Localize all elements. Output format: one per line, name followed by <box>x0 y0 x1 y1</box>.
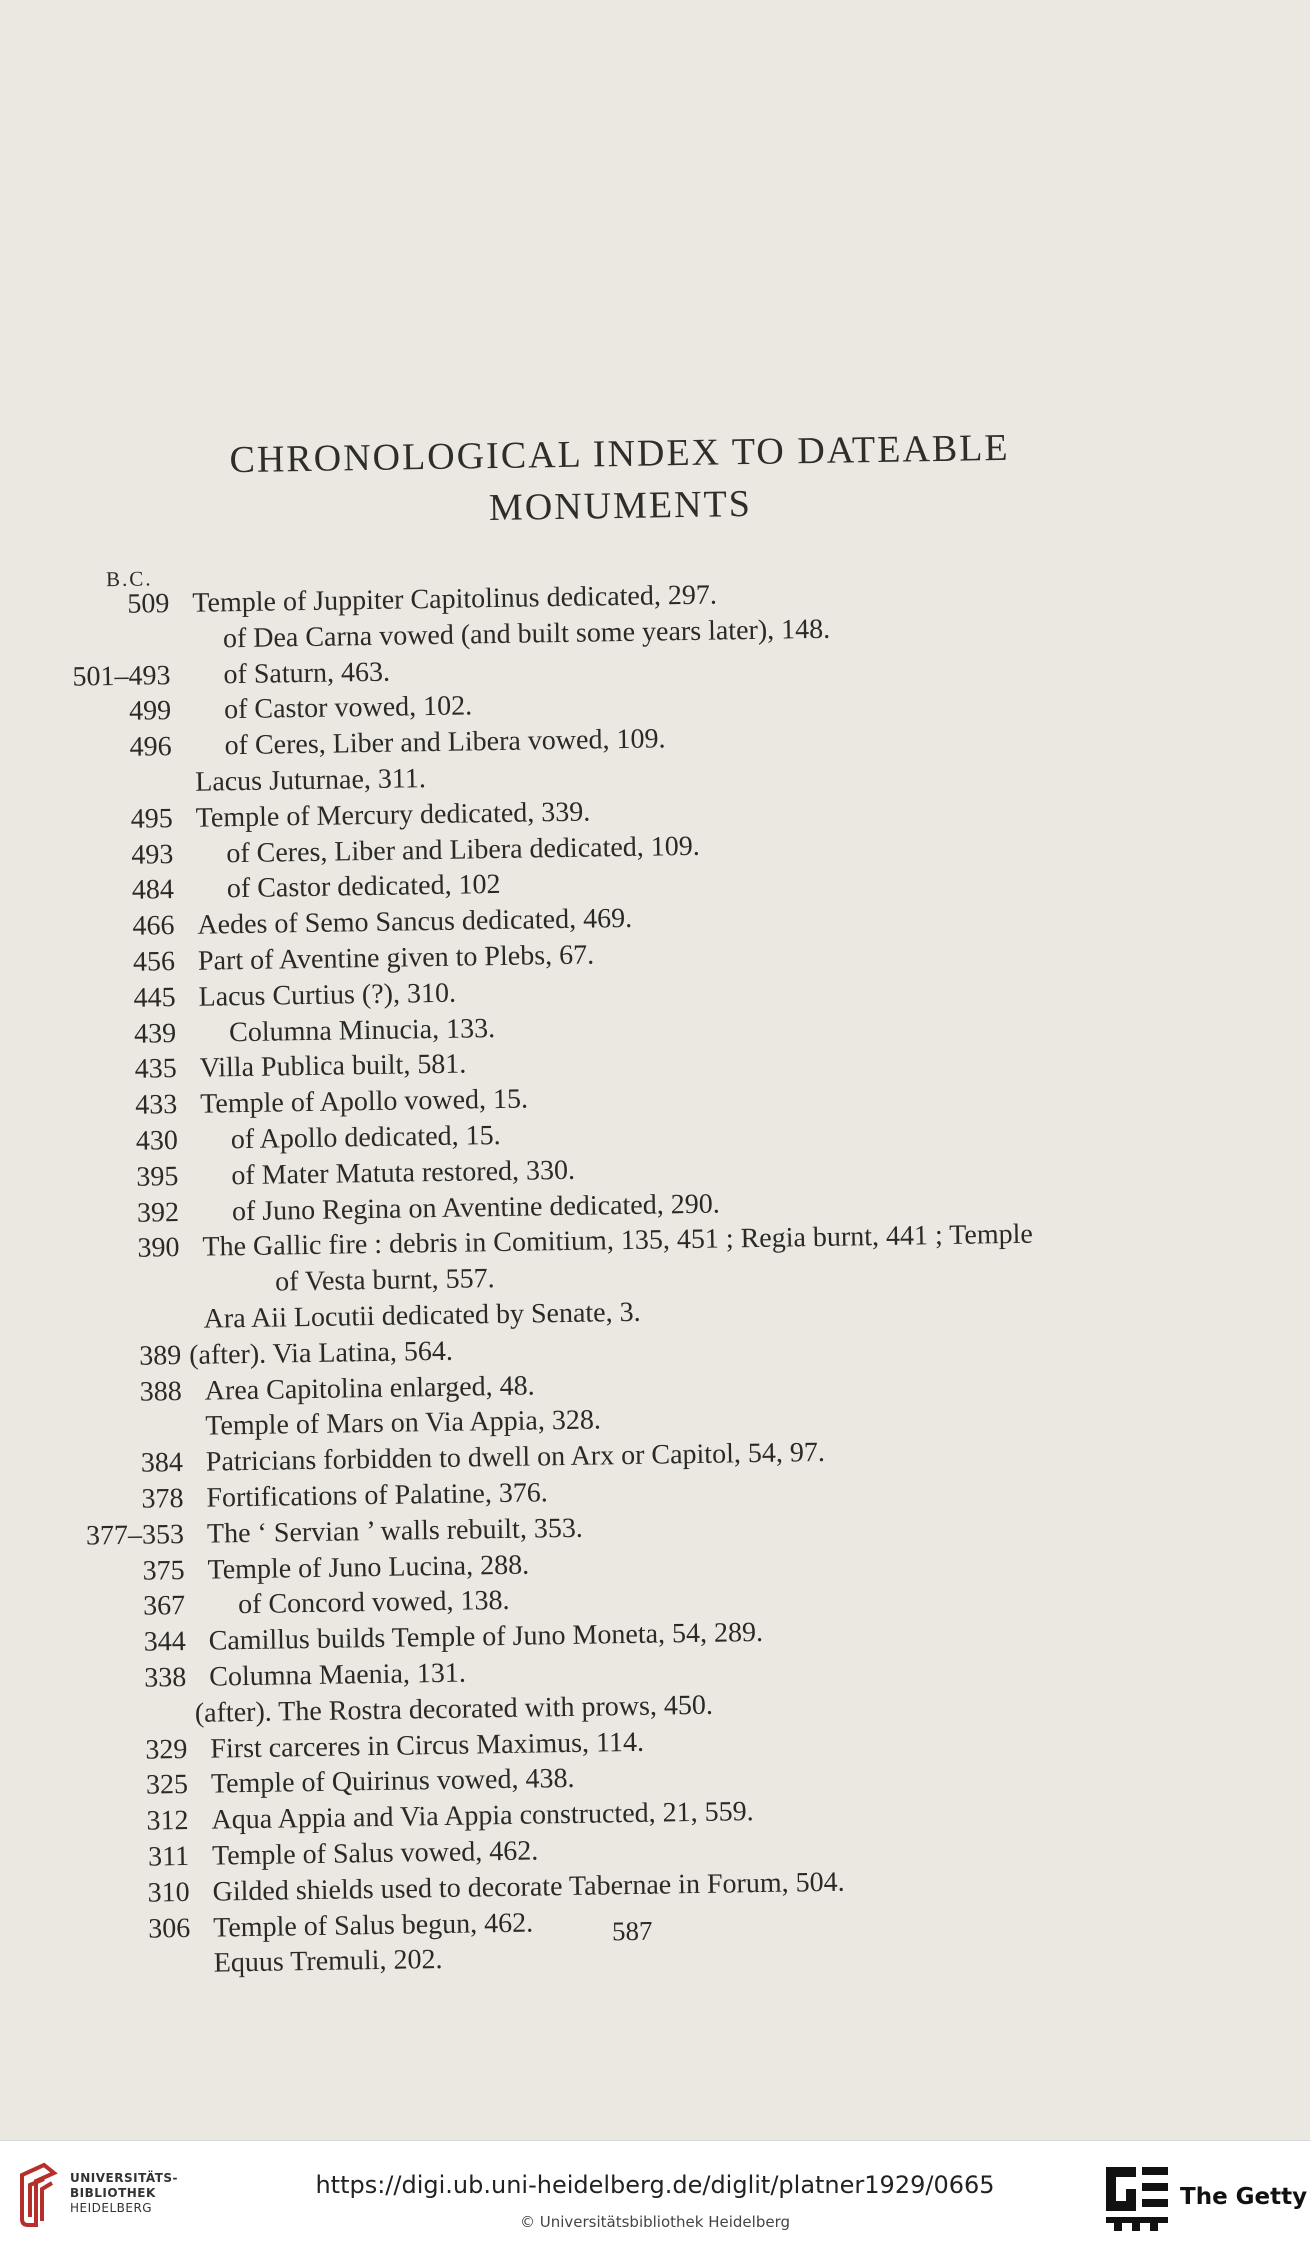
entry-year: 466 <box>132 910 175 942</box>
library-line-1: UNIVERSITÄTS- <box>70 2171 179 2185</box>
entry-text: Part of Aventine given to Plebs, 67. <box>197 939 595 977</box>
entry-text: Camillus builds Temple of Juno Moneta, 54, 289. <box>208 1617 764 1657</box>
getty-name[interactable]: The Getty <box>1180 2184 1308 2210</box>
entry-year: 338 <box>144 1661 187 1694</box>
entry-year: 501–493 <box>72 659 171 693</box>
entry-text: First carceres in Circus Maximus, 114. <box>210 1726 645 1765</box>
page-number: 587 <box>611 1915 653 1947</box>
entry-text: of Dea Carna vowed (and built some years later), 148. <box>222 613 831 655</box>
title-line-2: MONUMENTS <box>488 482 753 530</box>
entry-year: 375 <box>142 1554 185 1587</box>
entry-text: Temple of Juno Lucina, 288. <box>207 1549 530 1586</box>
entry-text: Lacus Curtius (?), 310. <box>198 977 457 1013</box>
entry-text: (after). The Rostra decorated with prows, 450. <box>194 1689 714 1729</box>
entry-text: of Apollo dedicated, 15. <box>230 1119 501 1156</box>
copyright-notice: © Universitätsbibliothek Heidelberg <box>519 2213 790 2231</box>
entry-text: Fortifications of Palatine, 376. <box>206 1477 549 1514</box>
entry-text: Area Capitolina enlarged, 48. <box>204 1370 535 1407</box>
entry-text: Aqua Appia and Via Appia constructed, 21, 559. <box>211 1796 754 1836</box>
entry-text: of Ceres, Liber and Libera dedicated, 109. <box>226 830 701 869</box>
entry-year: 384 <box>140 1447 184 1479</box>
entry-year: 389 <box>138 1339 182 1372</box>
entry-text: Columna Maenia, 131. <box>209 1657 467 1693</box>
entry-year: 377–353 <box>85 1518 185 1552</box>
entry-text: Temple of Salus vowed, 462. <box>211 1835 539 1872</box>
entry-text: Aedes of Semo Sancus dedicated, 469. <box>197 903 633 941</box>
era-label: B.C. <box>105 566 153 592</box>
entry-year: 493 <box>131 838 174 871</box>
entry-text: (after). Via Latina, 564. <box>188 1335 454 1371</box>
entry-year: 329 <box>145 1733 188 1766</box>
entry-text: Temple of Salus begun, 462. <box>212 1907 534 1944</box>
entry-year: 344 <box>143 1626 186 1658</box>
entry-year: 311 <box>147 1840 190 1873</box>
entry-text: Patricians forbidden to dwell on Arx or Capitol, 54, 97. <box>205 1437 826 1478</box>
entry-year: 433 <box>135 1089 178 1121</box>
entry-year: 495 <box>130 802 174 835</box>
entry-text: Equus Tremuli, 202. <box>213 1944 443 1979</box>
entry-text: of Ceres, Liber and Libera vowed, 109. <box>224 723 666 762</box>
entry-year: 445 <box>133 981 176 1014</box>
entry-year: 496 <box>129 731 172 763</box>
entry-year: 390 <box>137 1232 180 1265</box>
entry-year: 435 <box>134 1053 177 1086</box>
entry-text: of Saturn, 463. <box>223 656 391 690</box>
entry-year: 456 <box>132 946 176 978</box>
entry-year: 306 <box>147 1912 191 1945</box>
entry-year: 388 <box>139 1375 183 1408</box>
entry-year: 509 <box>127 588 170 620</box>
library-line-2: BIBLIOTHEK <box>70 2186 156 2200</box>
permalink-url[interactable]: https://digi.ub.uni-heidelberg.de/diglit/platner1929/0665 <box>315 2171 995 2199</box>
title-line-1: CHRONOLOGICAL INDEX TO DATEABLE <box>229 426 1010 482</box>
entry-year: 325 <box>145 1769 189 1802</box>
entry-text: Temple of Juppiter Capitolinus dedicated, 297. <box>192 579 718 619</box>
entry-text: Temple of Quirinus vowed, 438. <box>210 1763 575 1801</box>
entry-year: 484 <box>131 874 175 907</box>
entry-text: of Castor dedicated, 102 <box>226 869 501 905</box>
entry-year: 367 <box>142 1590 186 1623</box>
entry-text: Lacus Juturnae, 311. <box>194 763 427 798</box>
entry-text: of Mater Matuta restored, 330. <box>231 1154 576 1192</box>
getty-logo-icon <box>1102 2163 1172 2233</box>
entry-text: of Concord vowed, 138. <box>237 1585 510 1621</box>
entry-year: 430 <box>135 1125 179 1157</box>
entry-year: 310 <box>147 1876 190 1909</box>
entry-text: Temple of Apollo vowed, 15. <box>200 1083 529 1120</box>
page-title <box>169 421 1071 539</box>
entry-text: of Juno Regina on Aventine dedicated, 290. <box>231 1188 720 1227</box>
entry-text: Temple of Mercury dedicated, 339. <box>195 796 591 834</box>
entry-year: 439 <box>133 1017 177 1050</box>
entry-text: of Castor vowed, 102. <box>223 690 473 726</box>
viewer-footer <box>0 2140 1310 2247</box>
entry-text: Columna Minucia, 133. <box>228 1012 496 1048</box>
entry-text: Temple of Mars on Via Appia, 328. <box>205 1404 602 1443</box>
entry-text: Gilded shields used to decorate Tabernae in Forum, 504. <box>212 1866 845 1908</box>
entry-text: Villa Publica built, 581. <box>199 1048 467 1085</box>
entry-year: 395 <box>136 1160 179 1193</box>
entry-year: 378 <box>141 1483 184 1515</box>
entry-year: 499 <box>128 695 172 728</box>
entry-text: The Gallic fire : debris in Comitium, 135, 451 ; Regia burnt, 441 ; Temple <box>202 1219 1034 1264</box>
library-line-3: HEIDELBERG <box>70 2201 153 2215</box>
entry-text: The ‘ Servian ’ walls rebuilt, 353. <box>206 1512 584 1550</box>
entry-year: 312 <box>146 1805 189 1837</box>
entry-year: 392 <box>136 1196 180 1229</box>
entry-text: of Vesta burnt, 557. <box>274 1263 495 1298</box>
entry-text: Ara Aii Locutii dedicated by Senate, 3. <box>203 1296 641 1335</box>
